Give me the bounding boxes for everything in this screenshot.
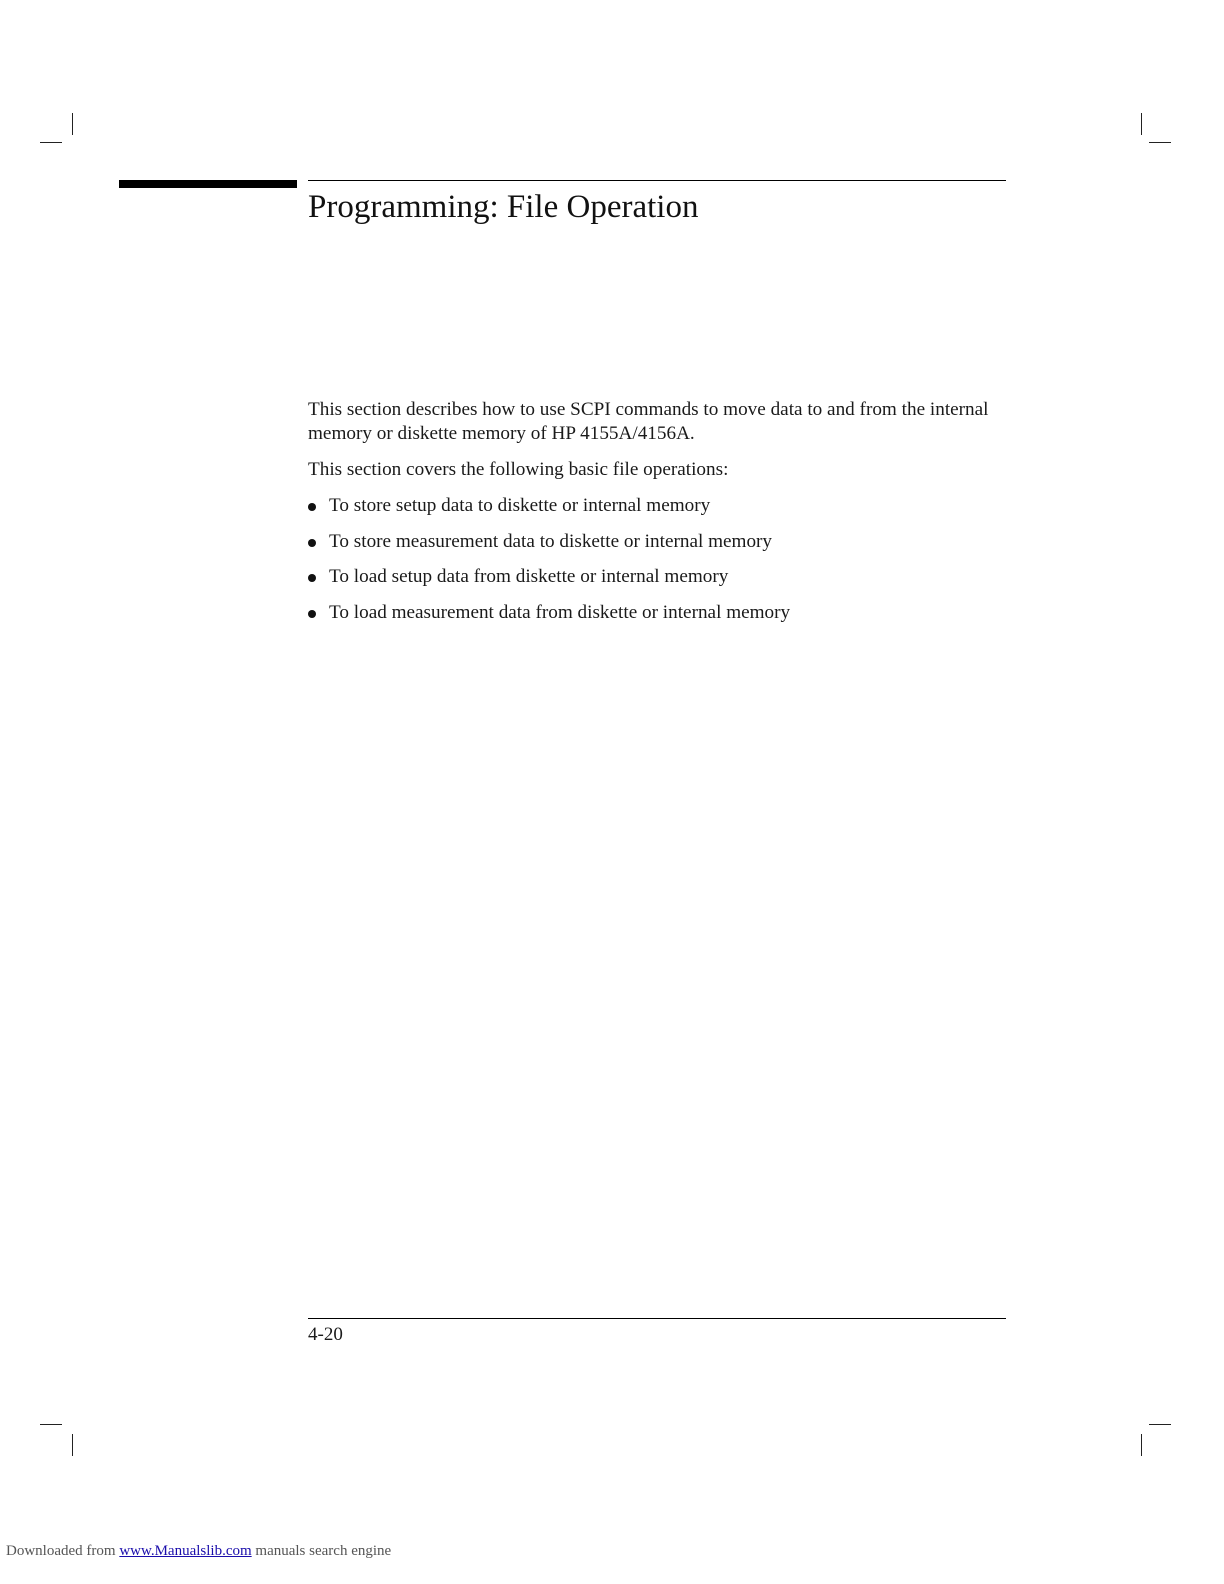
list-item-text: To store measurement data to diskette or internal memory (329, 530, 773, 552)
crop-mark-top-left-v (72, 113, 73, 135)
list-item (308, 601, 1006, 625)
watermark-suffix: manuals search engine (255, 1543, 392, 1559)
crop-mark-top-left-h (40, 142, 62, 143)
bullet-icon (308, 539, 316, 547)
heading-thick-bar (119, 180, 297, 188)
watermark-prefix: Downloaded from (6, 1543, 116, 1559)
list-item (308, 530, 1006, 554)
intro-paragraph: This section describes how to use SCPI commands to move data to and from the internal memory or diskette memory of HP 4155A/4156A. (308, 399, 989, 444)
section-content (308, 398, 1006, 636)
list-intro: This section covers the following basic file operations: (308, 459, 729, 480)
bullet-icon (308, 574, 316, 582)
list-item-text: To load setup data from diskette or internal memory (329, 566, 729, 587)
manualslib-link[interactable]: www.Manualslib.com (119, 1543, 252, 1559)
bullet-icon (308, 503, 316, 511)
list-item-text: To store setup data to diskette or internal memory (329, 495, 711, 516)
footer-rule (308, 1318, 1006, 1319)
crop-mark-bottom-left-v (72, 1434, 73, 1456)
list-item-text: To load measurement data from diskette or internal memory (329, 601, 791, 623)
list-item (308, 494, 1006, 518)
crop-mark-bottom-right-h (1149, 1424, 1171, 1425)
crop-mark-bottom-right-v (1141, 1434, 1142, 1456)
download-watermark (6, 1542, 391, 1560)
list-item (308, 565, 1006, 589)
crop-mark-bottom-left-h (40, 1424, 62, 1425)
bullet-icon (308, 610, 316, 618)
crop-mark-top-right-v (1141, 113, 1142, 135)
crop-mark-top-right-h (1149, 142, 1171, 143)
operations-list (308, 494, 1006, 625)
page-title: Programming: File Operation (308, 189, 699, 225)
heading-rule (308, 180, 1006, 181)
page-number: 4-20 (308, 1324, 343, 1345)
